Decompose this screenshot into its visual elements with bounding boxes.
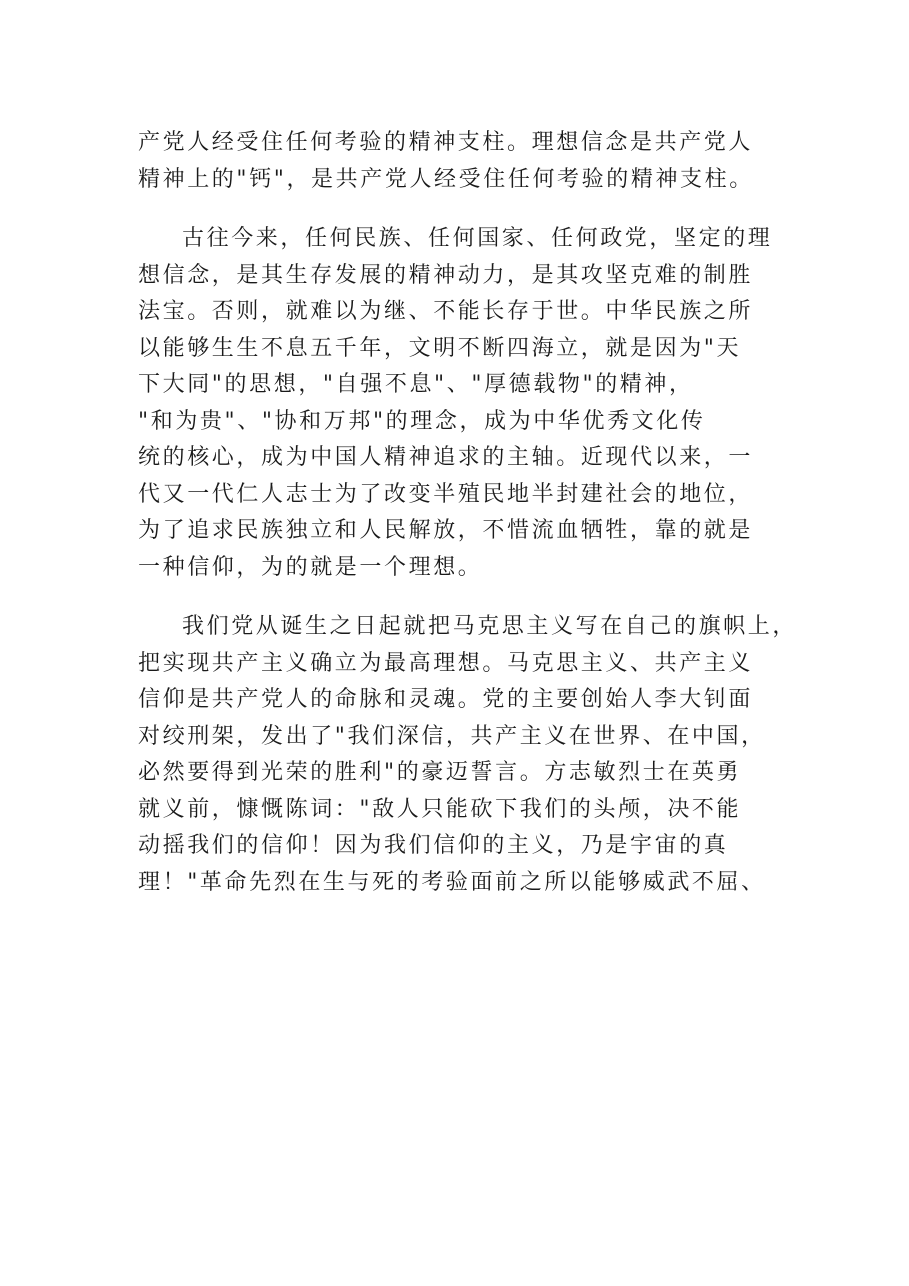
text-line: 一种信仰，为的就是一个理想。 [138,554,483,580]
text-line: 古往今来，任何民族、任何国家、任何政党，坚定的理 [182,226,773,251]
paragraph-2 [138,221,778,586]
text-line: 信仰是共产党人的命脉和灵魂。党的主要创始人李大钊面 [138,687,754,712]
text-line: 理！"革命先烈在生与死的考验面前之所以能够威武不屈、 [138,869,766,895]
paragraph-3 [138,609,798,901]
text-line: 想信念，是其生存发展的精神动力，是其攻坚克难的制胜 [138,262,754,288]
text-line: 为了追求民族独立和人民解放，不惜流血牺牲，靠的就是 [138,518,754,543]
text-line: 代又一代仁人志士为了改变半殖民地半封建社会的地位， [138,481,754,507]
text-line: 必然要得到光荣的胜利"的豪迈誓言。方志敏烈士在英勇 [138,760,742,785]
text-line: "和为贵"、"协和万邦"的理念，成为中华优秀文化传 [138,408,706,434]
paragraph-1 [138,125,778,198]
document-body [138,125,798,901]
text-line: 下大同"的思想，"自强不息"、"厚德载物"的精神， [138,372,694,397]
text-line: 把实现共产主义确立为最高理想。马克思主义、共产主义 [138,650,754,676]
text-line: 就义前，慷慨陈词："敌人只能砍下我们的头颅，决不能 [138,796,742,822]
text-line: 以能够生生不息五千年，文明不断四海立，就是因为"天 [138,335,742,361]
text-line: 产党人经受住任何考验的精神支柱。理想信念是共产党人 [138,130,754,155]
text-line: 动摇我们的信仰！因为我们信仰的主义，乃是宇宙的真 [138,833,729,858]
text-line: 精神上的"钙"，是共产党人经受住任何考验的精神支柱。 [138,166,754,192]
text-line: 统的核心，成为中国人精神追求的主轴。近现代以来，一 [138,445,754,470]
text-line: 法宝。否则，就难以为继、不能长存于世。中华民族之所 [138,299,754,324]
text-line: 对绞刑架，发出了"我们深信，共产主义在世界、在中国， [138,723,766,749]
text-line: 我们党从诞生之日起就把马克思主义写在自己的旗帜上， [182,614,798,639]
